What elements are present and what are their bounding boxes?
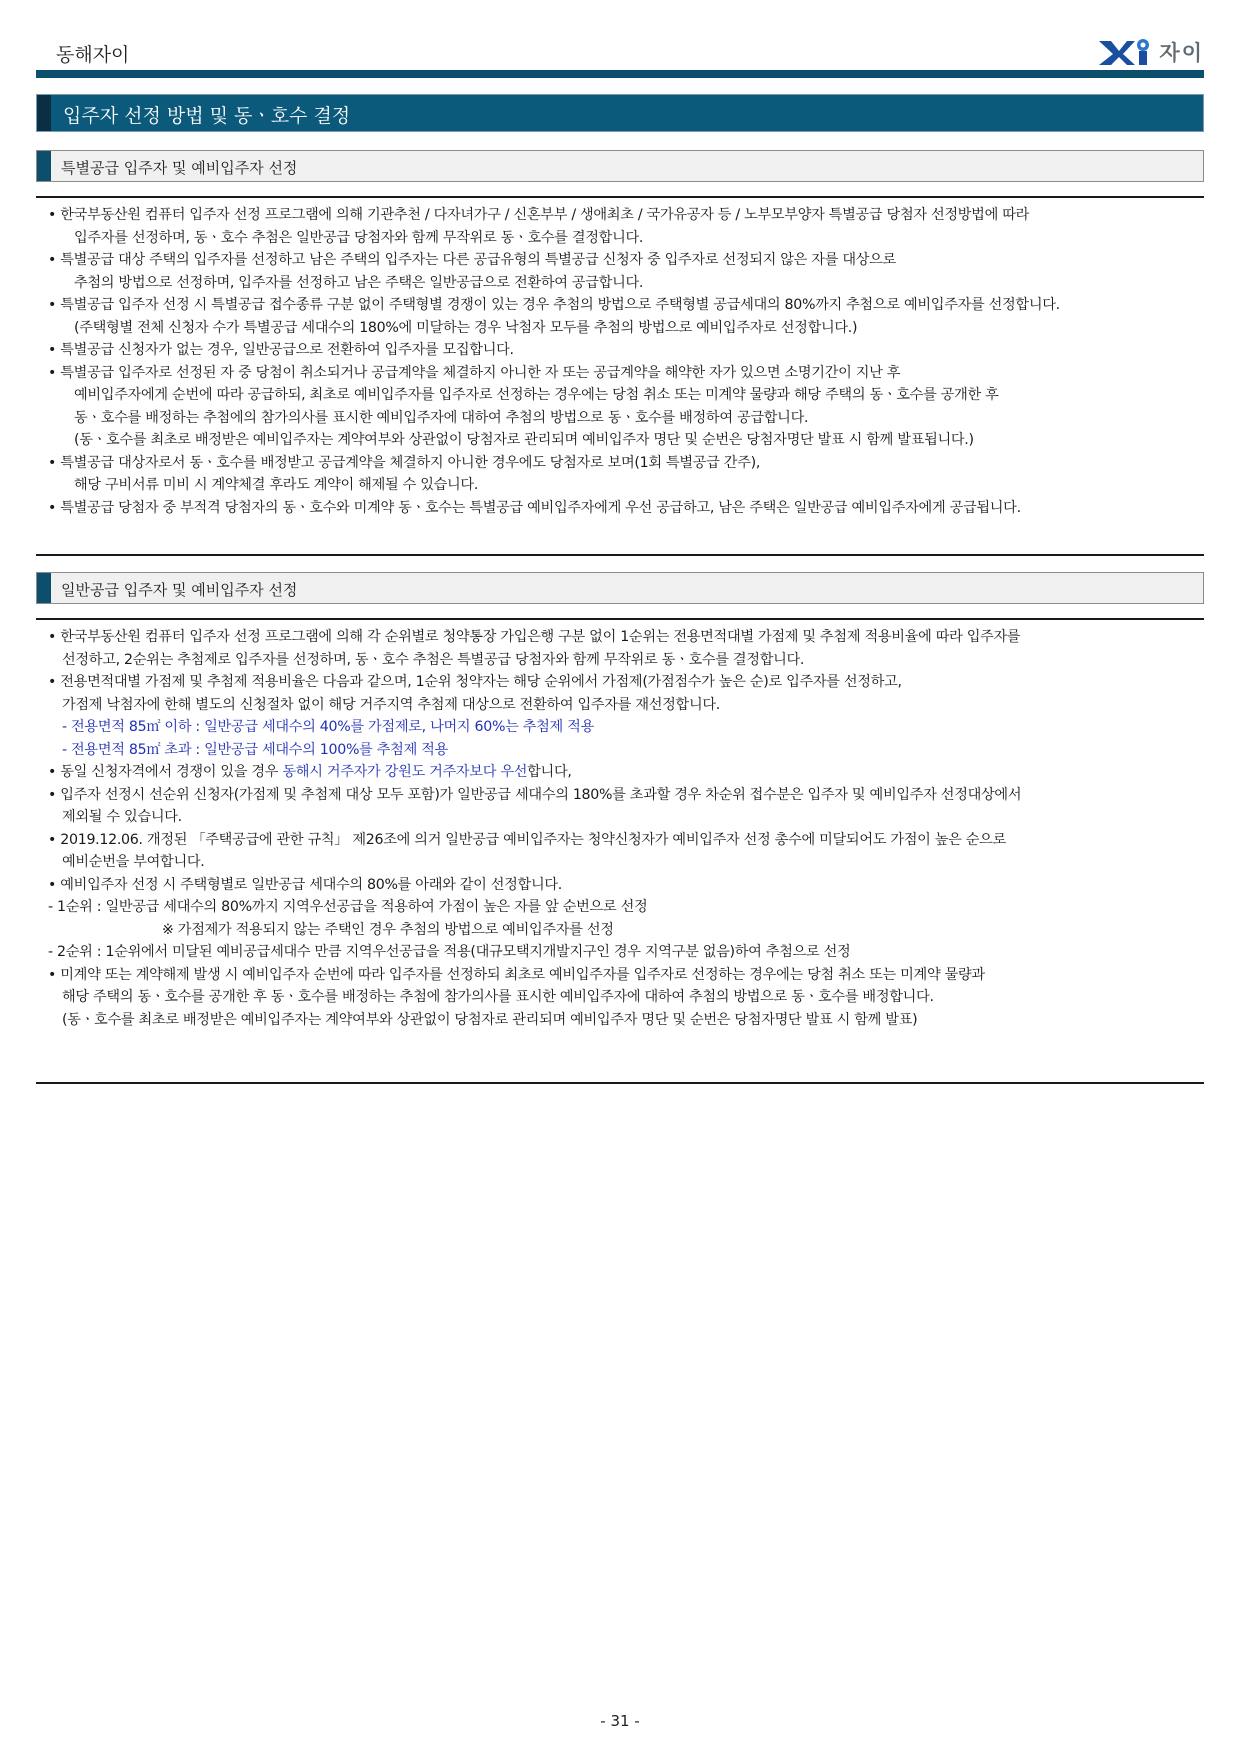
list-item: 제외될 수 있습니다. — [62, 809, 182, 825]
list-item: 예비순번을 부여합니다. — [62, 854, 205, 870]
special-supply-list — [48, 204, 1198, 519]
section-title-box — [36, 94, 1204, 132]
list-item-text: 합니다, — [527, 764, 572, 780]
list-item: • 특별공급 입주자 선정 시 특별공급 접수종류 구분 없이 주택형별 경쟁이 있는 경우 추첨의 방법으로 주택형별 공급세대의 80%까지 추첨으로 예비입주자를 선정합니다. — [48, 297, 1060, 313]
special-supply-heading: 특별공급 입주자 및 예비입주자 선정 — [61, 159, 298, 177]
list-item: 해당 주택의 동ㆍ호수를 공개한 후 동ㆍ호수를 배정하는 추첨에 참가의사를 표시한 예비입주자에 대하여 추첨의 방법으로 동ㆍ호수를 배정합니다. — [62, 989, 934, 1005]
special-supply-heading-stripe — [37, 151, 51, 181]
list-item: • 미계약 또는 계약해제 발생 시 예비입주자 순번에 따라 입주자를 선정하되 최초로 예비입주자를 입주자로 선정하는 경우에는 당첨 취소 또는 미계약 물량과 — [48, 966, 985, 983]
list-item: 선정하고, 2순위는 추첨제로 입주자를 선정하며, 동ㆍ호수 추첨은 특별공급 당첨자와 함께 무작위로 동ㆍ호수를 결정합니다. — [62, 651, 805, 668]
list-item-highlight: 동해시 거주자가 강원도 거주자보다 우선 — [282, 764, 528, 780]
xi-logo-icon — [1097, 37, 1153, 67]
list-item: • 2019.12.06. 개정된 「주택공급에 관한 규칙」 제26조에 의거 일반공급 예비입주자는 청약신청자가 예비입주자 선정 총수에 미달되어도 가점이 높은 순으로 — [48, 831, 1006, 848]
header-title: 동해자이 — [56, 44, 130, 66]
list-item: ※ 가점제가 적용되지 않는 주택인 경우 추첨의 방법으로 예비입주자를 선정 — [162, 921, 614, 938]
list-item: 가점제 낙첨자에 한해 별도의 신청절차 없이 해당 거주지역 추첨제 대상으로 전환하여 입주자를 재선정합니다. — [62, 696, 720, 713]
general-supply-bottom-rule — [36, 1082, 1204, 1084]
list-item: (동ㆍ호수를 최초로 배정받은 예비입주자는 계약여부와 상관없이 당첨자로 관리되며 예비입주자 명단 및 순번은 당첨자명단 발표 시 함께 발표됩니다.) — [74, 432, 974, 448]
list-item: • 한국부동산원 컴퓨터 입주자 선정 프로그램에 의해 각 순위별로 청약통장 가입은행 구분 없이 1순위는 전용면적대별 가점제 및 추첨제 적용비율에 따라 입주자를 — [48, 629, 1021, 645]
logo-text: 자이 — [1159, 41, 1204, 65]
list-item: 입주자를 선정하며, 동ㆍ호수 추첨은 일반공급 당첨자와 함께 무작위로 동ㆍ호수를 결정합니다. — [74, 229, 644, 246]
list-item — [48, 761, 1198, 784]
general-supply-list — [48, 626, 1198, 1031]
general-supply-heading-box — [36, 572, 1204, 604]
list-item-highlight: - 전용면적 85㎡ 초과 : 일반공급 세대수의 100%를 추첨제 적용 — [62, 741, 448, 758]
list-item: • 입주자 선정시 선순위 신청자(가점제 및 추첨제 대상 모두 포함)가 일반공급 세대수의 180%를 초과할 경우 차순위 접수분은 입주자 및 예비입주자 선정대상에서 — [48, 786, 1022, 803]
list-item: • 특별공급 대상자로서 동ㆍ호수를 배정받고 공급계약을 체결하지 아니한 경우에도 당첨자로 보며(1회 특별공급 간주), — [48, 454, 761, 471]
list-item: (동ㆍ호수를 최초로 배정받은 예비입주자는 계약여부와 상관없이 당첨자로 관리되며 예비입주자 명단 및 순번은 당첨자명단 발표 시 함께 발표) — [62, 1011, 918, 1028]
special-supply-top-rule — [36, 196, 1204, 198]
list-item: - 1순위 : 일반공급 세대수의 80%까지 지역우선공급을 적용하여 가점이 높은 자를 앞 순번으로 선정 — [48, 899, 648, 915]
list-item: 해당 구비서류 미비 시 계약체결 후라도 계약이 해제될 수 있습니다. — [74, 477, 479, 493]
special-supply-heading-box — [36, 150, 1204, 182]
list-item: • 한국부동산원 컴퓨터 입주자 선정 프로그램에 의해 기관추천 / 다자녀가구 / 신혼부부 / 생애최초 / 국가유공자 등 / 노부모부양자 특별공급 당첨자 선정방법에 따라 — [48, 207, 1030, 223]
list-item: • 특별공급 신청자가 없는 경우, 일반공급으로 전환하여 입주자를 모집합니다. — [48, 342, 514, 358]
list-item: - 2순위 : 1순위에서 미달된 예비공급세대수 만큼 지역우선공급을 적용(대규모택지개발지구인 경우 지역구분 없음)하여 추첨으로 선정 — [48, 944, 851, 960]
xi-logo — [1097, 32, 1204, 72]
page-number: - 31 - — [600, 1712, 640, 1730]
list-item: 동ㆍ호수를 배정하는 추첨에의 참가의사를 표시한 예비입주자에 대하여 추첨의 방법으로 동ㆍ호수를 배정하여 공급합니다. — [74, 409, 809, 426]
list-item: • 전용면적대별 가점제 및 추첨제 적용비율은 다음과 같으며, 1순위 청약자는 해당 순위에서 가점제(가점점수가 높은 순)로 입주자를 선정하고, — [48, 674, 902, 690]
list-item: 추첨의 방법으로 선정하며, 입주자를 선정하고 남은 주택은 일반공급으로 전환하여 공급합니다. — [74, 274, 644, 291]
header-bar — [36, 70, 1204, 78]
list-item: • 특별공급 입주자로 선정된 자 중 당첨이 취소되거나 공급계약을 체결하지 아니한 자 또는 공급계약을 해약한 자가 있으면 소명기간이 지난 후 — [48, 364, 901, 381]
list-item-text: • 동일 신청자격에서 경쟁이 있을 경우 — [48, 764, 283, 780]
special-supply-bottom-rule — [36, 554, 1204, 556]
list-item: (주택형별 전체 신청자 수가 특별공급 세대수의 180%에 미달하는 경우 낙첨자 모두를 추첨의 방법으로 예비입주자로 선정합니다.) — [74, 319, 858, 336]
section-title: 입주자 선정 방법 및 동ㆍ호수 결정 — [63, 105, 351, 127]
general-supply-top-rule — [36, 618, 1204, 620]
general-supply-heading-stripe — [37, 573, 51, 603]
list-item: 예비입주자에게 순번에 따라 공급하되, 최초로 예비입주자를 입주자로 선정하는 경우에는 당첨 취소 또는 미계약 물량과 해당 주택의 동ㆍ호수를 공개한 후 — [74, 387, 999, 403]
list-item: • 예비입주자 선정 시 주택형별로 일반공급 세대수의 80%를 아래와 같이 선정합니다. — [48, 876, 562, 893]
section-title-stripe — [37, 95, 51, 131]
general-supply-heading: 일반공급 입주자 및 예비입주자 선정 — [61, 581, 298, 599]
list-item: • 특별공급 당첨자 중 부적격 당첨자의 동ㆍ호수와 미계약 동ㆍ호수는 특별공급 예비입주자에게 우선 공급하고, 남은 주택은 일반공급 예비입주자에게 공급됩니다. — [48, 499, 1021, 516]
list-item-highlight: - 전용면적 85㎡ 이하 : 일반공급 세대수의 40%를 가점제로, 나머지 60%는 추첨제 적용 — [62, 719, 594, 735]
list-item: • 특별공급 대상 주택의 입주자를 선정하고 남은 주택의 입주자는 다른 공급유형의 특별공급 신청자 중 입주자로 선정되지 않은 자를 대상으로 — [48, 252, 896, 268]
